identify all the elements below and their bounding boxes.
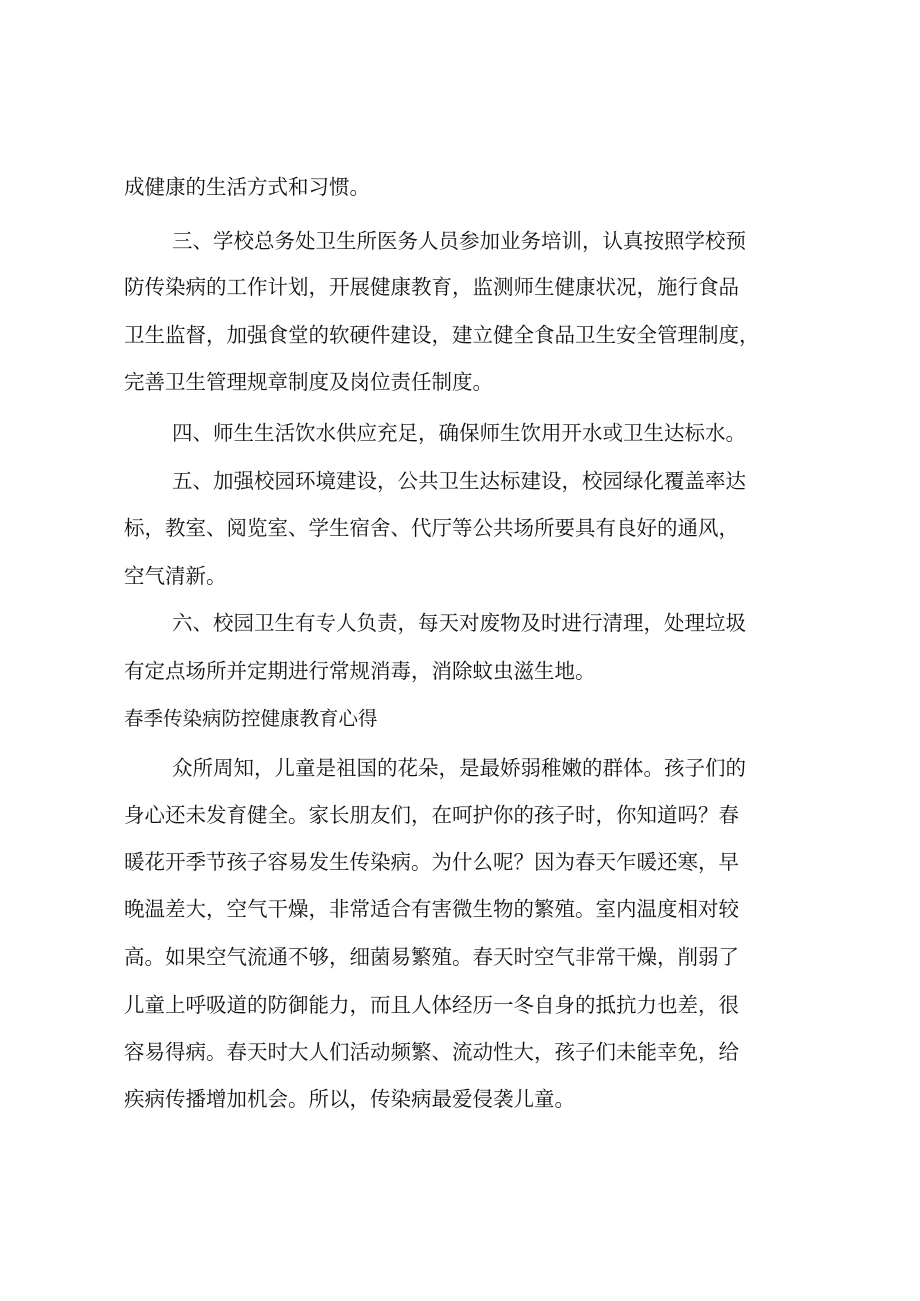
paragraph-5-line: 标，教室、阅览室、学生宿舍、代厅等公共场所要具有良好的通风，	[124, 516, 739, 540]
paragraph-3-line: 防传染病的工作计划，开展健康教育，监测师生健康状况，施行食品	[124, 275, 739, 299]
essay-line: 容易得病。春天时大人们活动频繁、流动性大，孩子们未能幸免，给	[124, 1040, 739, 1064]
essay-line: 儿童上呼吸道的防御能力，而且人体经历一冬自身的抵抗力也差，很	[124, 993, 739, 1017]
essay-line: 晚温差大，空气干燥，非常适合有害微生物的繁殖。室内温度相对较	[124, 897, 739, 921]
paragraph-3-line: 三、学校总务处卫生所医务人员参加业务培训，认真按照学校预	[172, 229, 746, 253]
paragraph-6-line: 六、校园卫生有专人负责，每天对废物及时进行清理，处理垃圾	[172, 611, 746, 635]
essay-line: 身心还未发育健全。家长朋友们，在呵护你的孩子时，你知道吗？春	[124, 803, 739, 827]
paragraph-5-line: 空气清新。	[124, 564, 227, 588]
paragraph-6-line: 有定点场所并定期进行常规消毒，消除蚊虫滋生地。	[124, 659, 596, 683]
essay-line: 高。如果空气流通不够，细菌易繁殖。春天时空气非常干燥，削弱了	[124, 945, 739, 969]
essay-line: 暖花开季节孩子容易发生传染病。为什么呢？因为春天乍暖还寒，早	[124, 850, 739, 874]
essay-line: 众所周知，儿童是祖国的花朵，是最娇弱稚嫩的群体。孩子们的	[172, 756, 746, 780]
paragraph-3-line: 卫生监督，加强食堂的软硬件建设，建立健全食品卫生安全管理制度，	[124, 323, 760, 347]
essay-line: 疾病传播增加机会。所以，传染病最爱侵袭儿童。	[124, 1087, 575, 1111]
paragraph-5-line: 五、加强校园环境建设，公共卫生达标建设，校园绿化覆盖率达	[172, 469, 746, 493]
paragraph-3-line: 完善卫生管理规章制度及岗位责任制度。	[124, 370, 493, 394]
section-heading: 春季传染病防控健康教育心得	[124, 707, 378, 730]
text-line: 成健康的生活方式和习惯。	[124, 175, 370, 199]
paragraph-4-line: 四、师生生活饮水供应充足，确保师生饮用开水或卫生达标水。	[172, 421, 746, 445]
